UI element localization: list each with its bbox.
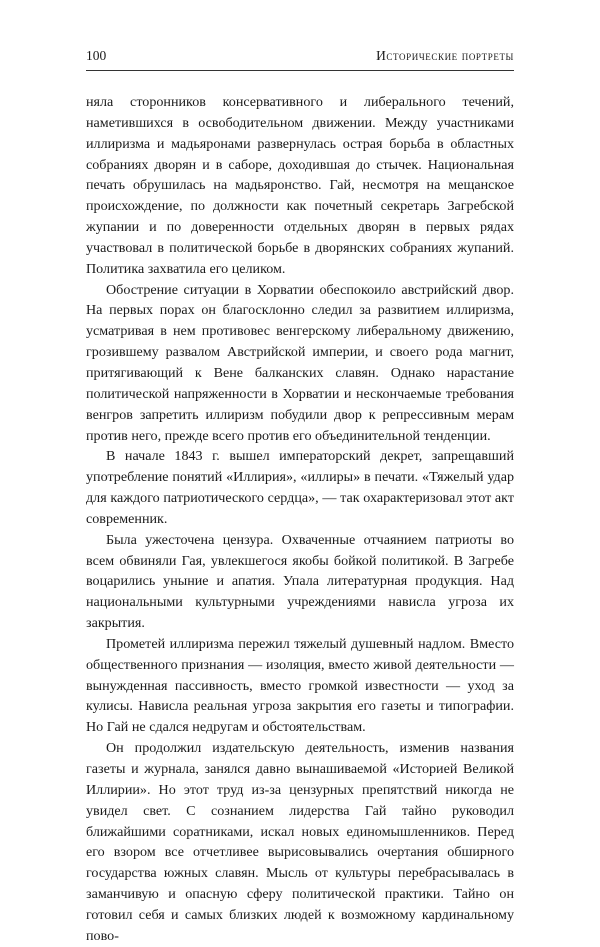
paragraph-4: Была ужесточена цензура. Охваченные отчаянием патриоты во всем обвиняли Гая, увлекшегося якобы бойкой политикой. В Загребе воцарились уныние и апатия. Упала литературная продукция. Над национальными культурными учреждениями нависла угроза их закрытия.	[86, 531, 514, 632]
header-rule	[86, 70, 514, 71]
paragraph-6: Он продолжил издательскую деятельность, изменив названия газеты и журнала, занялся давно вынашиваемой «Историей Великой Иллирии». Но этот труд из-за цензурных препятствий никогда не увидел свет. С сознанием лидерства Гай тайно руководил ближайшими соратниками, искал новых единомышленников. Перед его взором все отчетливее вырисовывались очертания обширного государства южных славян. Мысль от культуры перебрасывалась в заманчивую и опасную сферу политической практики. Тайно он готовил себя и самых близких людей к возможному кардинальному пово-	[86, 740, 514, 944]
paragraph-3: В начале 1843 г. вышел императорский декрет, запрещавший употребление понятий «Иллирия», «иллиры» в печати. «Тяжелый удар для каждого патриотического сердца», — так охарактеризовал этот акт современник.	[86, 448, 514, 527]
paragraph-5: Прометей иллиризма пережил тяжелый душевный надлом. Вместо общественного признания — изоляция, вместо живой деятельности — вынужденная пассивность, вместо громкой известности — уход за кулисы. Нависла реальная угроза закрытия его газеты и типографии. Но Гай не сдался недругам и обстоятельствам.	[86, 635, 514, 736]
paragraph-2: Обострение ситуации в Хорватии обеспокоило австрийский двор. На первых порах он благосклонно следил за развитием иллиризма, усматривая в нем противовес венгерскому либеральному движению, грозившему развалом Австрийской империи, и своего рода магнит, притягивающий к Вене балканских славян. Однако нарастание политической напряженности в Хорватии и нескончаемые требования венгров запретить иллиризм побудили двор к репрессивным мерам против него, прежде всего против его объединительной тенденции.	[86, 281, 514, 444]
body-text	[86, 92, 514, 947]
paragraph-1: няла сторонников консервативного и либерального течений, наметившихся в освободительном движении. Между участниками иллиризма и мадьяронами развернулась острая борьба в областных собраниях дворян и в саборе, доходившая до стычек. Национальная печать обрушилась на мадьяронство. Гай, несмотря на мещанское происхождение, по должности как почетный секретарь Загребской жупании и по доверенности отдельных дворян в первых рядах участвовал в политической борьбе в дворянских собраниях жупаний. Политика захватила его целиком.	[86, 94, 514, 277]
page-number: 100	[86, 48, 107, 63]
running-head	[86, 46, 514, 66]
running-title: Исторические портреты	[376, 48, 514, 63]
